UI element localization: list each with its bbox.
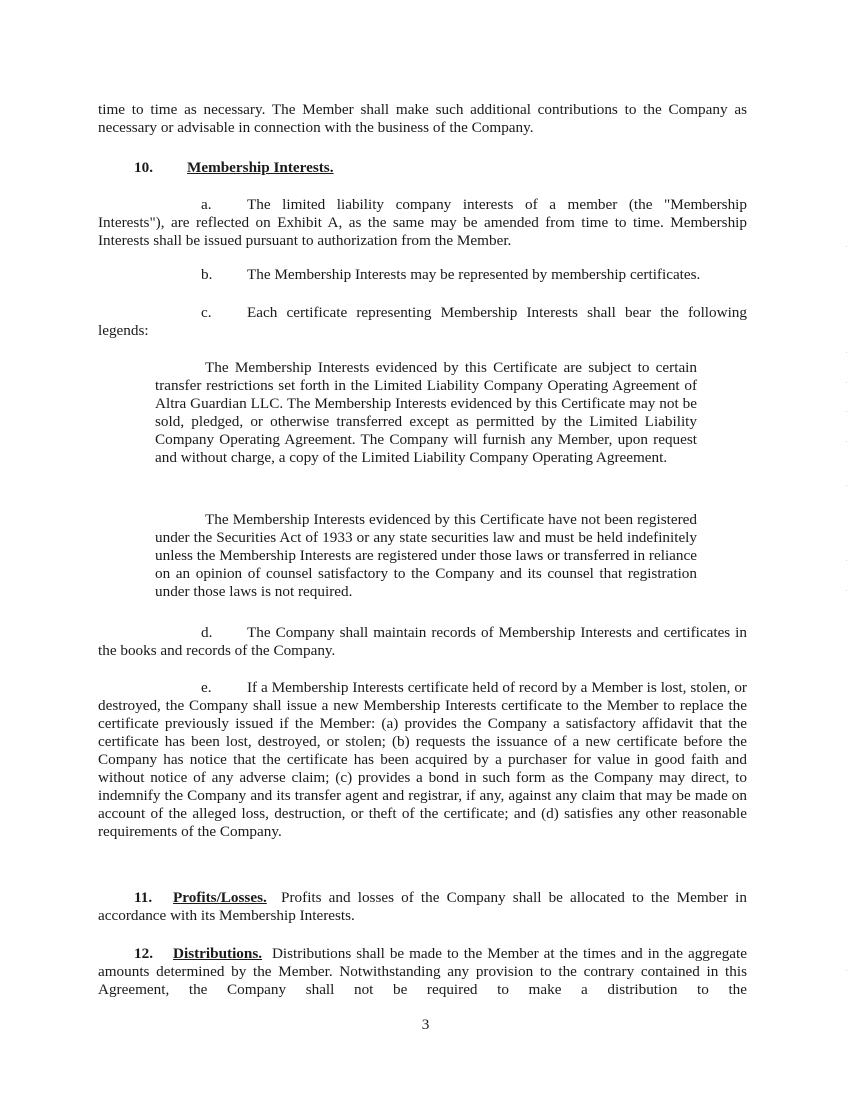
scan-speck	[846, 590, 847, 591]
intro-paragraph	[98, 101, 747, 137]
section-11-paragraph	[98, 889, 747, 925]
legend-securities-act	[155, 511, 697, 601]
page-number: 3	[421, 1016, 430, 1033]
section-10a-paragraph	[98, 196, 747, 250]
section-10e-letter: e.	[201, 679, 212, 696]
section-10-number: 10.	[134, 159, 153, 176]
section-12-text: Distributions shall be made to the Member at the times and in the aggregate amounts determined by the Member. Notwithstanding any provision to the contrary contained in this Agreement, the Company shall not be required to make a distribution to the	[98, 945, 747, 998]
section-10b-letter: b.	[201, 266, 213, 283]
section-10c-paragraph	[98, 304, 747, 340]
section-10d-paragraph	[98, 624, 747, 660]
section-10e-text: If a Membership Interests certificate held of record by a Member is lost, stolen, or destroyed, the Company shall issue a new Membership Interests certificate to the Member to replace the certificate previously issued if the Member: (a) provides the Company a satisfactory affidavit that the certificate has been lost, destroyed, or stolen; (b) requests the issuance of a new certificate before the Company has notice that the certificate has been acquired by a purchaser for value in good faith and without notice of any adverse claim; (c) provides a bond in such form as the Company may direct, to indemnify the Company and its transfer agent and registrar, if any, against any claim that may be made on account of the alleged loss, destruction, or theft of the certificate; and (d) satisfies any other reasonable requirements of the Company.	[98, 679, 747, 840]
section-10c-letter: c.	[201, 304, 212, 321]
scan-speck	[846, 970, 847, 971]
section-10a-text: The limited liability company interests of a member (the "Membership Interests"), are reflected on Exhibit A, as the same may be amended from time to time. Membership Interests shall be issued pursuant to authorization from the Member.	[98, 196, 747, 249]
section-12-paragraph	[98, 945, 747, 999]
scan-speck	[846, 352, 847, 353]
section-12-title: Distributions.	[173, 945, 263, 962]
section-11-number: 11.	[134, 889, 153, 906]
section-11-text: Profits and losses of the Company shall be allocated to the Member in accordance with its Membership Interests.	[98, 889, 747, 924]
scan-speck	[846, 485, 847, 486]
section-10d-letter: d.	[201, 624, 213, 641]
section-10d-text: The Company shall maintain records of Membership Interests and certificates in the books and records of the Company.	[98, 624, 747, 659]
intro-text: time to time as necessary. The Member shall make such additional contributions to the Company as necessary or advisable in connection with the business of the Company.	[98, 101, 747, 136]
section-12-number: 12.	[134, 945, 153, 962]
section-10b-paragraph	[98, 266, 747, 284]
scan-speck	[846, 411, 847, 412]
section-10-heading	[98, 159, 747, 177]
scan-speck	[846, 382, 847, 383]
section-10a-letter: a.	[201, 196, 212, 213]
section-11-title: Profits/Losses.	[173, 889, 267, 906]
scan-speck	[846, 560, 847, 561]
section-10c-text: Each certificate representing Membership Interests shall bear the following legends:	[98, 304, 747, 339]
legend-securities-act-text: The Membership Interests evidenced by this Certificate have not been registered under the Securities Act of 1933 or any state securities law and must be held indefinitely unless the Membership Interests are registered under those laws or transferred in reliance on an opinion of counsel satisfactory to the Company and its counsel that registration under those laws is not required.	[155, 511, 697, 600]
section-10-title: Membership Interests.	[187, 159, 334, 176]
legend-restrictions-text: The Membership Interests evidenced by this Certificate are subject to certain transfer restrictions set forth in the Limited Liability Company Operating Agreement of Altra Guardian LLC. The Membership Interests evidenced by this Certificate may not be sold, pledged, or otherwise transferred except as permitted by the Limited Liability Company Operating Agreement. The Company will furnish any Member, upon request and without charge, a copy of the Limited Liability Company Operating Agreement.	[155, 359, 697, 466]
scan-speck	[846, 441, 847, 442]
section-10b-text: The Membership Interests may be represented by membership certificates.	[247, 266, 701, 283]
legend-restrictions	[155, 359, 697, 467]
section-10e-paragraph	[98, 679, 747, 841]
scan-speck	[846, 246, 847, 247]
